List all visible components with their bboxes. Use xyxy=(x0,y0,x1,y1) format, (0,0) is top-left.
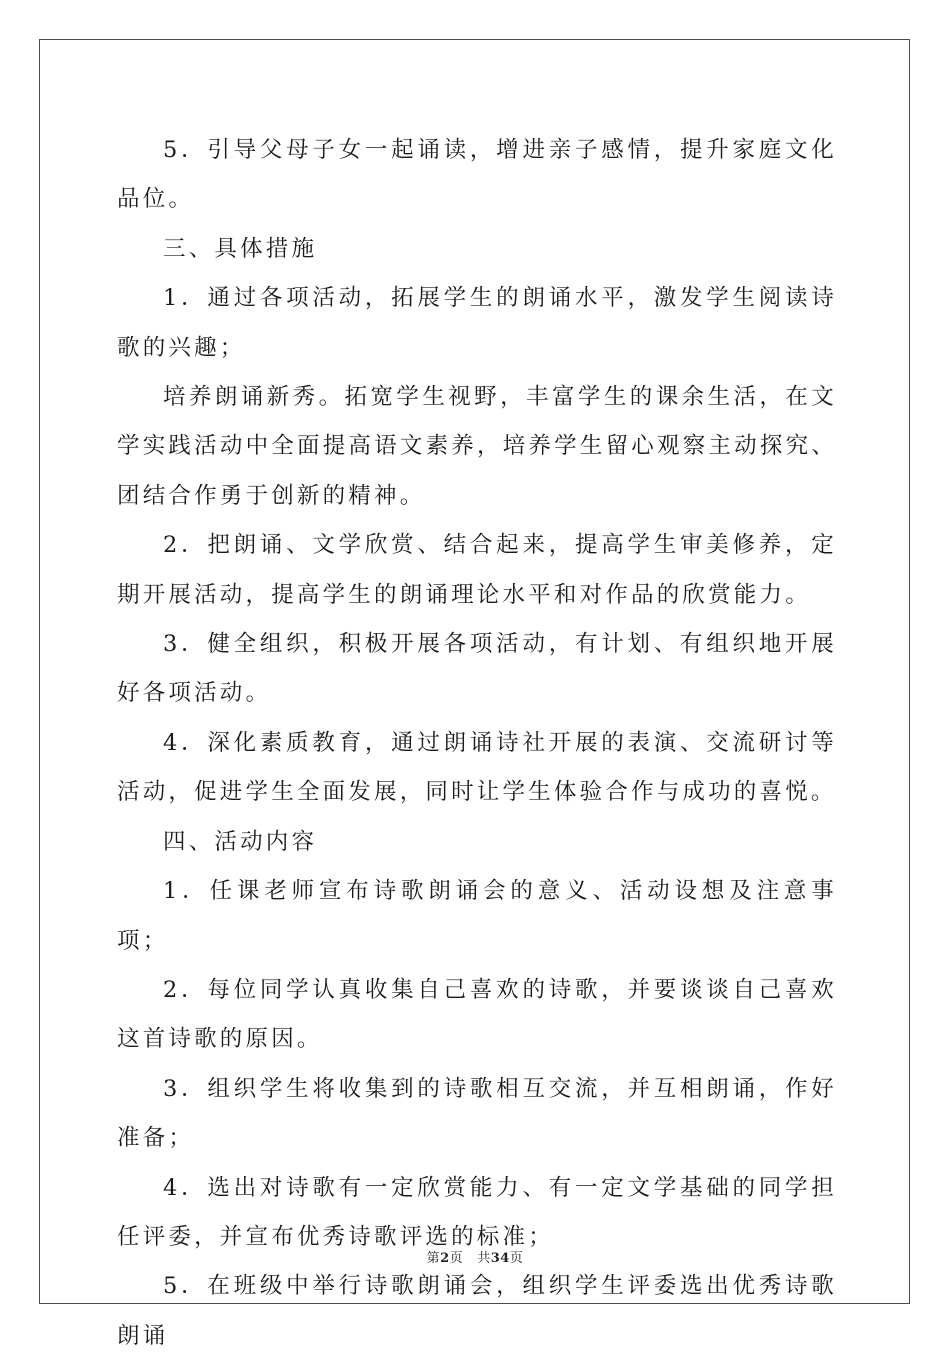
total-pages-label: 共34页 xyxy=(477,1251,524,1266)
measure-1: 1．通过各项活动，拓展学生的朗诵水平，激发学生阅读诗歌的兴趣； xyxy=(117,285,837,361)
measure-4: 4．深化素质教育，通过朗诵诗社开展的表演、交流研讨等活动，促进学生全面发展，同时让学生体验合作与成功的喜悦。 xyxy=(117,729,837,806)
activity-5: 5．在班级中举行诗歌朗诵会，组织学生评委选出优秀诗歌朗诵 xyxy=(117,1273,837,1349)
page-footer xyxy=(0,1247,950,1266)
activity-1: 1．任课老师宣布诗歌朗诵会的意义、活动设想及注意事项； xyxy=(117,878,837,954)
paragraph-item-5-family: 5．引导父母子女一起诵读，增进亲子感情，提升家庭文化品位。 xyxy=(117,137,837,213)
activity-4: 4．选出对诗歌有一定欣赏能力、有一定文学基础的同学担任评委，并宣布优秀诗歌评选的标准； xyxy=(117,1174,837,1250)
measure-3: 3．健全组织，积极开展各项活动，有计划、有组织地开展好各项活动。 xyxy=(117,631,837,707)
measure-1-continued: 培养朗诵新秀。拓宽学生视野，丰富学生的课余生活，在文学实践活动中全面提高语文素养，培养学生留心观察主动探究、团结合作勇于创新的精神。 xyxy=(117,384,837,509)
activity-2: 2．每位同学认真收集自己喜欢的诗歌，并要谈谈自己喜欢这首诗歌的原因。 xyxy=(117,976,837,1053)
section-heading-measures: 三、具体措施 xyxy=(163,235,318,262)
page-number-label: 第2页 xyxy=(426,1251,464,1266)
measure-2: 2．把朗诵、文学欣赏、结合起来，提高学生审美修养，定期开展活动，提高学生的朗诵理论水平和对作品的欣赏能力。 xyxy=(117,532,837,608)
document-body xyxy=(117,126,837,1361)
section-heading-activities: 四、活动内容 xyxy=(163,828,318,855)
activity-3: 3．组织学生将收集到的诗歌相互交流，并互相朗诵，作好准备； xyxy=(117,1075,837,1152)
